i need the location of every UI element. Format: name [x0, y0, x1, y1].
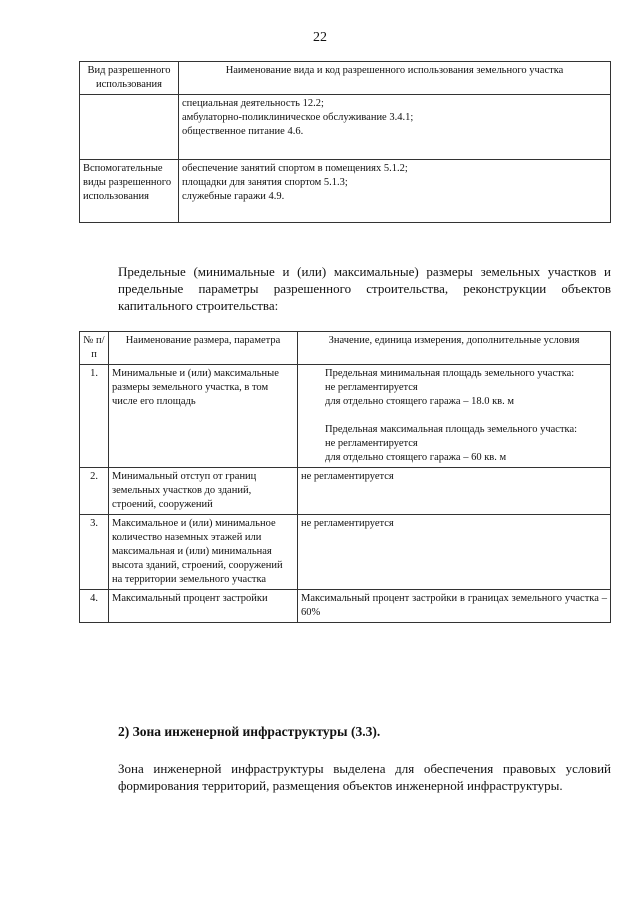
list-item: обеспечение занятий спортом в помещениях 5.1.2; [182, 163, 408, 174]
table-row [80, 590, 611, 623]
cell-num: 4. [80, 590, 109, 623]
cell-name: Максимальное и (или) минимальное количество наземных этажей или максимальная и (или) минимальная высота зданий, строений, сооружений на территории земельного участка [109, 515, 298, 590]
table-header-row [80, 62, 611, 95]
page-number: 22 [313, 30, 327, 45]
table-row [80, 515, 611, 590]
list-item: площадки для занятия спортом 5.1.3; [182, 177, 348, 188]
permitted-use-table [79, 61, 611, 223]
value-line: не регламентируется [325, 382, 418, 393]
cell-items [179, 160, 611, 223]
value-line: Предельная минимальная площадь земельного участка: [325, 368, 575, 379]
paragraph-text: Предельные (минимальные и (или) максимальные) размеры земельных участков и предельные параметры разрешенного строительства, реконструкции объектов капитального строительства: [118, 264, 611, 313]
list-item: специальная деятельность 12.2; [182, 98, 324, 109]
table-row [80, 365, 611, 468]
table-row [80, 468, 611, 515]
cell-items [179, 95, 611, 160]
column-header-kind: Вид разрешенного использования [80, 62, 179, 95]
paragraph-limits [80, 263, 611, 314]
column-header-name-code: Наименование вида и код разрешенного использования земельного участка [179, 62, 611, 95]
column-header-name: Наименование размера, параметра [109, 332, 298, 365]
cell-kind: Вспомогательные виды разрешенного использования [80, 160, 179, 223]
cell-value: не регламентируется [298, 515, 611, 590]
section-heading: 2) Зона инженерной инфраструктуры (3.3). [118, 724, 381, 739]
cell-num: 2. [80, 468, 109, 515]
paragraph-text: Зона инженерной инфраструктуры выделена для обеспечения правовых условий формирования территорий, размещения объектов инженерной инфраструктуры. [118, 761, 611, 793]
cell-name: Минимальные и (или) максимальные размеры земельного участка, в том числе его площадь [109, 365, 298, 468]
list-item: амбулаторно-поликлиническое обслуживание 3.4.1; [182, 112, 414, 123]
table-row [80, 160, 611, 223]
value-line: не регламентируется [325, 438, 418, 449]
cell-kind [80, 95, 179, 160]
cell-num: 3. [80, 515, 109, 590]
list-item: служебные гаражи 4.9. [182, 191, 285, 202]
cell-value: Максимальный процент застройки в границах земельного участка – 60% [298, 590, 611, 623]
cell-value [298, 365, 611, 468]
list-item: общественное питание 4.6. [182, 126, 304, 137]
column-header-value: Значение, единица измерения, дополнительные условия [298, 332, 611, 365]
value-line: Предельная максимальная площадь земельного участка: [325, 424, 578, 435]
cell-num: 1. [80, 365, 109, 468]
value-line: для отдельно стоящего гаража – 18.0 кв. м [325, 396, 515, 407]
limits-table [79, 331, 611, 623]
cell-name: Минимальный отступ от границ земельных участков до зданий, строений, сооружений [109, 468, 298, 515]
cell-value: не регламентируется [298, 468, 611, 515]
column-header-num: № п/п [80, 332, 109, 365]
table-row [80, 95, 611, 160]
cell-name: Максимальный процент застройки [109, 590, 298, 623]
value-line: для отдельно стоящего гаража – 60 кв. м [325, 452, 507, 463]
paragraph-zone [80, 760, 611, 794]
table-header-row [80, 332, 611, 365]
